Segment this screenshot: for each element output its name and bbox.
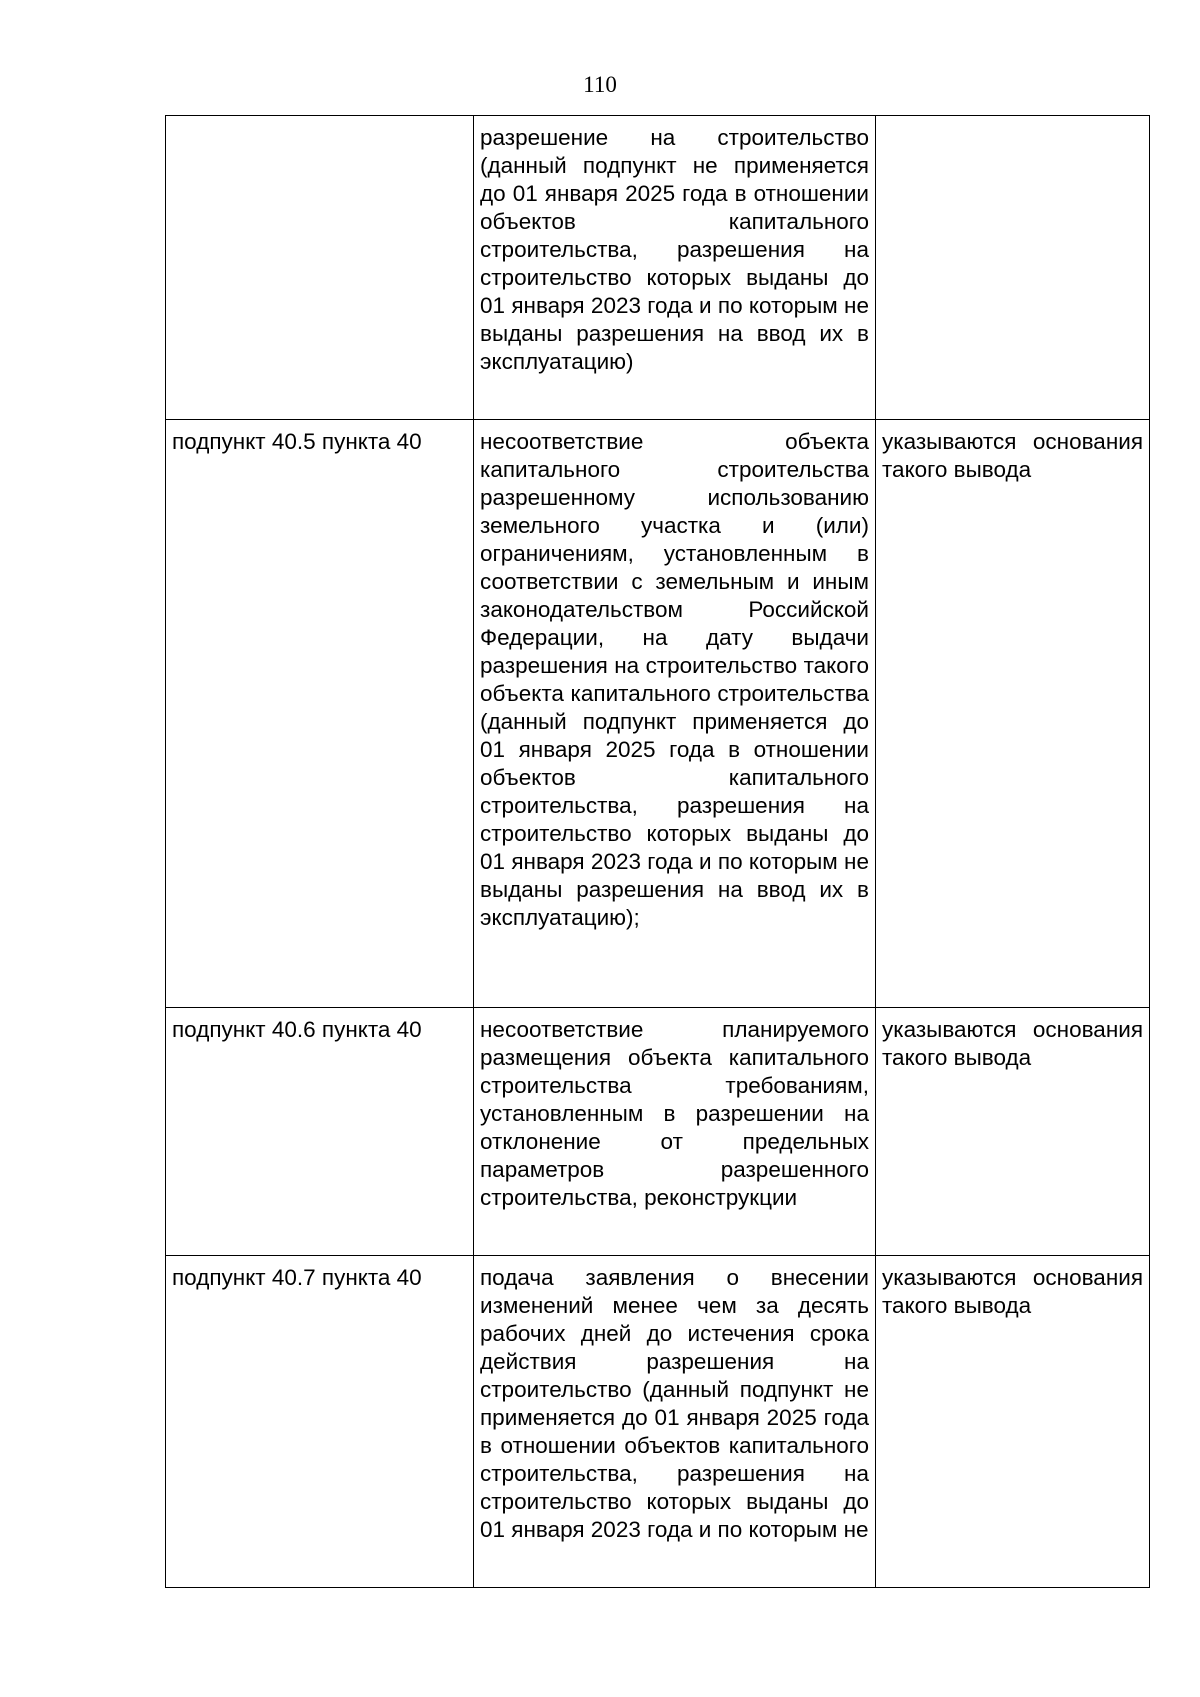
table-cell-note: указываются основания такого вывода — [876, 420, 1150, 1008]
table-cell-reason: разрешение на строительство (данный подпункт не применяется до 01 января 2025 года в отношении объектов капитального строительства, разрешения на строительство которых выданы до 01 января 2023 года и по которым не выданы разрешения на ввод их в эксплуатацию) — [474, 116, 876, 420]
table-cell-ref — [166, 116, 474, 420]
table-cell-note — [876, 116, 1150, 420]
table-row — [166, 1256, 1150, 1588]
page-number: 110 — [583, 72, 617, 97]
table-cell-ref: подпункт 40.7 пункта 40 — [166, 1256, 474, 1588]
table-cell-reason: несоответствие планируемого размещения объекта капитального строительства требованиям, установленным в разрешении на отклонение от предельных параметров разрешенного строительства, реконструкции — [474, 1008, 876, 1256]
table-row — [166, 1008, 1150, 1256]
table-cell-ref: подпункт 40.6 пункта 40 — [166, 1008, 474, 1256]
table-row — [166, 116, 1150, 420]
table-cell-reason: подача заявления о внесении изменений менее чем за десять рабочих дней до истечения срока действия разрешения на строительство (данный подпункт не применяется до 01 января 2025 года в отношении объектов капитального строительства, разрешения на строительство которых выданы до 01 января 2023 года и по которым не — [474, 1256, 876, 1588]
table-cell-note: указываются основания такого вывода — [876, 1008, 1150, 1256]
table-cell-note: указываются основания такого вывода — [876, 1256, 1150, 1588]
table-row — [166, 420, 1150, 1008]
table-cell-ref: подпункт 40.5 пункта 40 — [166, 420, 474, 1008]
table-cell-reason: несоответствие объекта капитального строительства разрешенному использованию земельного участка и (или) ограничениям, установленным в соответствии с земельным и иным законодательством Российской Федерации, на дату выдачи разрешения на строительство такого объекта капитального строительства (данный подпункт применяется до 01 января 2025 года в отношении объектов капитального строительства, разрешения на строительство которых выданы до 01 января 2023 года и по которым не выданы разрешения на ввод их в эксплуатацию); — [474, 420, 876, 1008]
grounds-table — [165, 115, 1150, 1588]
